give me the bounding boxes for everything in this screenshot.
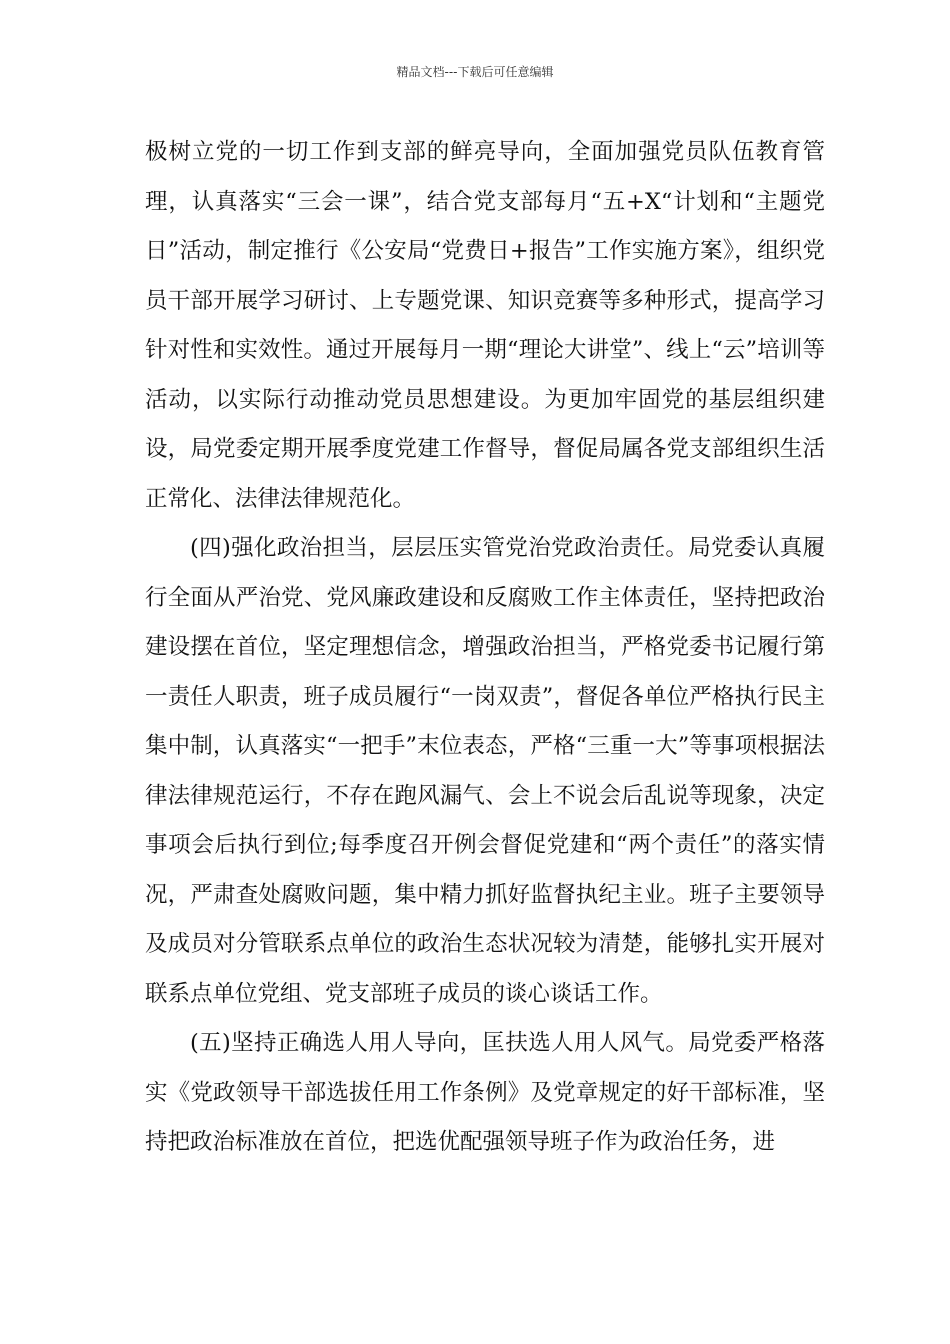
- paragraph-2: (四)强化政治担当，层层压实管党治党政治责任。局党委认真履行全面从严治党、党风廉政建设和反腐败工作主体责任，坚持把政治建设摆在首位，坚定理想信念，增强政治担当，严格党委书记履行第一责任人职责，班子成员履行“一岗双责”，督促各单位严格执行民主集中制，认真落实“一把手”末位表态，严格“三重一大”等事项根据法律法律规范运行，不存在跑风漏气、会上不说会后乱说等现象，决定事项会后执行到位;每季度召开例会督促党建和“两个责任”的落实情况，严肃查处腐败问题，集中精力抓好监督执纪主业。班子主要领导及成员对分管联系点单位的政治生态状况较为清楚，能够扎实开展对联系点单位党组、党支部班子成员的谈心谈话工作。: [145, 535, 825, 1007]
- page-header: 精品文档---下载后可任意编辑: [396, 65, 554, 79]
- document-body: [145, 128, 825, 1168]
- paragraph-3: (五)坚持正确选人用人导向，匡扶选人用人风气。局党委严格落实《党政领导干部选拔任用工作条例》及党章规定的好干部标准，坚持把政治标准放在首位，把选优配强领导班子作为政治任务，进: [145, 1030, 825, 1155]
- paragraph-1: 极树立党的一切工作到支部的鲜亮导向，全面加强党员队伍教育管理，认真落实“三会一课”，结合党支部每月“五+X“计划和“主题党日”活动，制定推行《公安局“党费日+报告”工作实施方案》，组织党员干部开展学习研讨、上专题党课、知识竞赛等多种形式，提高学习针对性和实效性。通过开展每月一期“理论大讲堂”、线上“云”培训等活动，以实际行动推动党员思想建设。为更加牢固党的基层组织建设，局党委定期开展季度党建工作督导，督促局属各党支部组织生活正常化、法律法律规范化。: [145, 139, 825, 512]
